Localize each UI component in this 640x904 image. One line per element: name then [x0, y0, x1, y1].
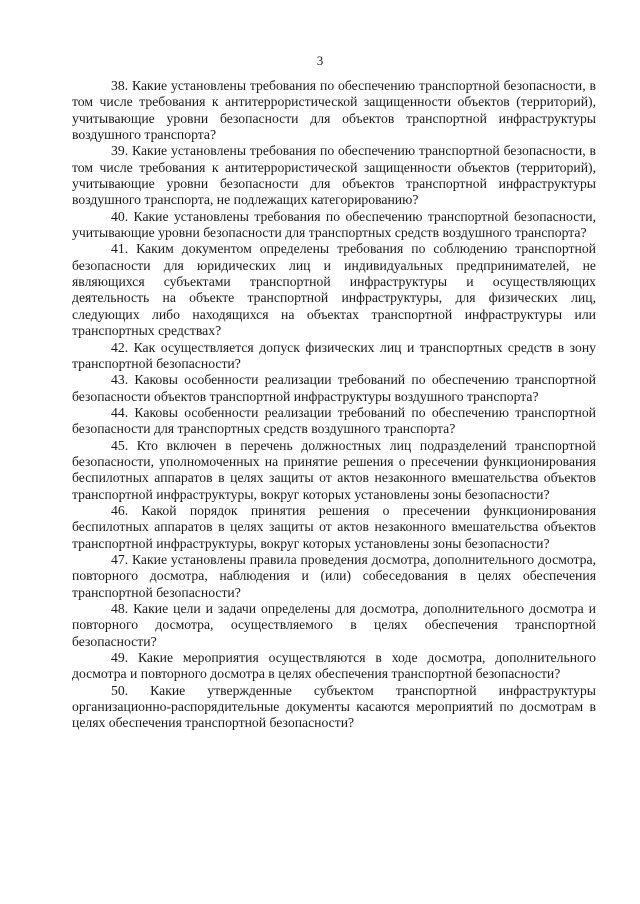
question-number: 49.: [111, 650, 129, 666]
question-item: [72, 209, 596, 242]
question-number: 40.: [111, 208, 129, 224]
question-item: [72, 241, 596, 339]
question-text: Как осуществляется допуск физических лиц и транспортных средств в зону транспортной безопасности?: [72, 339, 596, 371]
question-item: [72, 601, 596, 650]
question-text: Какие установлены требования по обеспечению транспортной безопасности, в том числе требования к антитеррористической защищенности объектов (территорий), учитывающие уровни безопасности для объектов транспортной инфраструктуры воздушного транспорта, не подлежащих категорированию?: [72, 143, 596, 208]
question-number: 46.: [111, 502, 129, 518]
question-item: [72, 143, 596, 208]
question-number: 39.: [111, 143, 129, 159]
question-item: [72, 78, 596, 143]
question-number: 44.: [111, 404, 129, 420]
question-item: [72, 552, 596, 601]
question-item: [72, 372, 596, 405]
question-number: 41.: [111, 241, 129, 257]
question-list: [72, 78, 596, 732]
question-text: Какие цели и задачи определены для досмотра, дополнительного досмотра и повторного досмотра, осуществляемого в целях обеспечения транспортной безопасности?: [72, 601, 596, 649]
question-text: Какие установлены требования по обеспечению транспортной безопасности, в том числе требования к антитеррористической защищенности объектов (территорий), учитывающие уровни безопасности для объектов транспортной инфраструктуры воздушного транспорта?: [72, 78, 596, 143]
question-number: 48.: [111, 601, 129, 616]
question-item: [72, 683, 596, 732]
question-number: 38.: [111, 78, 129, 93]
question-text: Какой порядок принятия решения о пресечении функционирования беспилотных аппаратов в целях защиты от актов незаконного вмешательства объектов транспортной инфраструктуры, вокруг которых установлены зоны безопасности?: [72, 502, 596, 551]
question-item: [72, 650, 596, 683]
question-text: Каковы особенности реализации требований по обеспечению транспортной безопасности объектов транспортной инфраструктуры воздушного транспорта?: [72, 372, 597, 404]
question-number: 45.: [111, 437, 129, 453]
question-item: [72, 340, 596, 373]
question-text: Каким документом определены требования по соблюдению транспортной безопасности для юридических лиц и индивидуальных предпринимателей, не являющихся субъектами транспортной инфраструктуры и осуществляющих деятельность на объекте транспортной инфраструктуры, для физических лиц, следующих либо находящихся на объектах транспортной инфраструктуры или транспортных средствах?: [72, 241, 596, 339]
question-text: Какие установлены правила проведения досмотра, дополнительного досмотра, повторного досмотра, наблюдения и (или) собеседования в целях обеспечения транспортной безопасности?: [72, 551, 597, 600]
question-number: 42.: [111, 339, 129, 355]
question-text: Какие мероприятия осуществляются в ходе досмотра, дополнительного досмотра и повторного досмотра в целях обеспечения транспортной безопасности?: [72, 650, 596, 682]
question-text: Какие установлены требования по обеспечению транспортной безопасности, учитывающие уровни безопасности для транспортных средств воздушного транспорта?: [72, 208, 597, 241]
question-text: Каковы особенности реализации требований по обеспечению транспортной безопасности для транспортных средств воздушного транспорта?: [72, 404, 597, 437]
question-number: 47.: [111, 551, 129, 567]
page-number: 3: [316, 53, 324, 68]
question-number: 50.: [111, 682, 129, 698]
question-text: Кто включен в перечень должностных лиц подразделений транспортной безопасности, уполномоченных на принятие решения о пресечении функционирования беспилотных аппаратов в целях защиты от актов незаконного вмешательства объектов транспортной инфраструктуры, вокруг которых установлены зоны безопасности?: [72, 437, 597, 502]
question-item: [72, 405, 596, 438]
question-item: [72, 503, 596, 552]
question-text: Какие утвержденные субъектом транспортной инфраструктуры организационно-распорядительные документы касаются мероприятий по досмотрам в целях обеспечения транспортной безопасности?: [72, 682, 596, 731]
question-number: 43.: [111, 372, 129, 388]
question-item: [72, 438, 596, 503]
